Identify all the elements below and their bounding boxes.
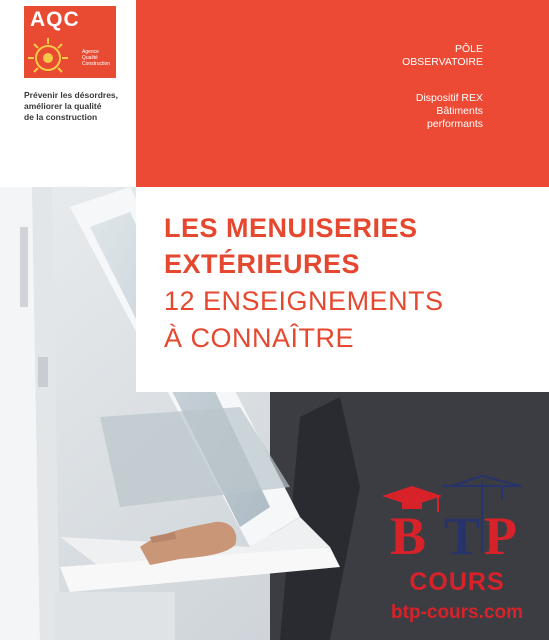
rex-line: Bâtiments (436, 105, 483, 117)
btp-cours-watermark (372, 472, 542, 632)
header-left (0, 0, 136, 187)
btp-letter-p: P (484, 506, 517, 566)
title-line-4: À CONNAÎTRE (164, 323, 355, 353)
logo-sub-line: Construction (82, 61, 111, 67)
rex-line: performants (426, 118, 483, 130)
tagline-line: Prévenir les désordres, (24, 90, 119, 100)
btp-letter-t: T (444, 506, 481, 566)
rex-label (416, 92, 483, 131)
tagline (24, 90, 136, 123)
tagline-line: de la construction (24, 112, 98, 122)
aqc-logo (24, 6, 116, 78)
tagline-line: améliorer la qualité (24, 101, 102, 111)
title-line-1: LES MENUISERIES (164, 213, 418, 243)
logo-sub-line: Agence (82, 49, 99, 55)
rex-line: Dispositif REX (415, 92, 483, 104)
logo-subtitle (82, 49, 116, 67)
header-band (136, 0, 549, 187)
sun-emblem-icon (24, 28, 84, 78)
title-line-2: EXTÉRIEURES (164, 249, 361, 279)
btp-logo-icon (372, 472, 542, 568)
title-box (136, 187, 549, 392)
logo-sub-line: Qualité (82, 55, 98, 61)
btp-letter-b: B (390, 506, 427, 566)
pole-label (402, 43, 483, 69)
btp-cours-label: COURS (409, 568, 505, 596)
btp-url-link[interactable]: btp-cours.com (391, 602, 523, 623)
pole-line: PÔLE (454, 43, 483, 55)
logo-name: AQC (30, 8, 80, 31)
title-line-3: 12 ENSEIGNEMENTS (164, 286, 444, 316)
pole-line: OBSERVATOIRE (402, 56, 483, 68)
